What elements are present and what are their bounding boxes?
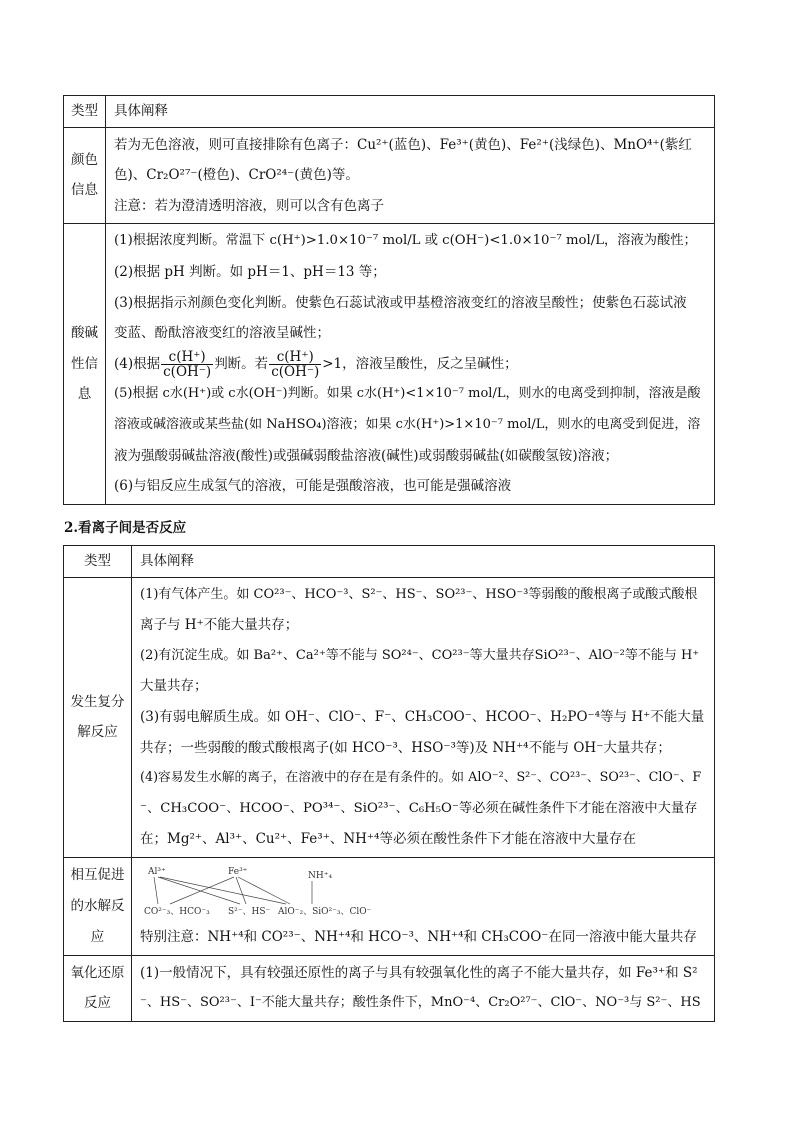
fraction-suffix: >1，溶液呈酸性，反之呈碱性； <box>322 355 518 372</box>
hydrolysis-diagram-svg <box>140 860 390 922</box>
text-line: (1)有气体产生。如 CO²³⁻、HCO⁻³、S²⁻、HS⁻、SO²³⁻、HSO⁻³等弱酸的酸根离子或酸式酸根 <box>140 586 698 602</box>
table-header-row <box>64 96 715 128</box>
table-ion-info <box>63 95 715 505</box>
text-line: (3)有弱电解质生成。如 OH⁻、ClO⁻、F⁻、CH₃COO⁻、HCOO⁻、H₂PO⁻⁴等与 H⁺不能大量 <box>140 708 705 725</box>
section-title: 2.看离子间是否反应 <box>64 520 187 536</box>
diagram-top-ion: Fe³⁺ <box>228 866 248 877</box>
table-row <box>64 127 715 224</box>
diagram-top-ion: NH⁺₄ <box>308 870 333 881</box>
text-line: 共存；一些弱酸的酸式酸根离子(如 HCO⁻³、HSO⁻³等)及 NH⁺⁴不能与 OH⁻大量共存； <box>140 739 671 756</box>
text-line: 离子与 H⁺不能大量共存； <box>140 617 299 634</box>
row-type-metathesis: 发生复分解反应 <box>64 577 132 857</box>
fraction <box>161 350 213 379</box>
text-line: (6)与铝反应生成氢气的溶液，可能是强酸溶液，也可能是强碱溶液 <box>114 478 512 495</box>
text-line: 特别注意：NH⁺⁴和 CO²³⁻、NH⁺⁴和 HCO⁻³、NH⁺⁴和 CH₃COO⁻在同一溶液中能大量共存 <box>140 928 697 945</box>
fraction-denominator: c(OH⁻) <box>271 363 320 380</box>
fraction <box>269 350 321 379</box>
text-line: (1)根据浓度判断。常温下 c(H⁺)>1.0×10⁻⁷ mol/L 或 c(OH⁻)<1.0×10⁻⁷ mol/L，溶液为酸性； <box>114 233 697 249</box>
diagram-links <box>154 877 312 904</box>
diagram-bottom-ions: AlO⁻₂、SiO²⁻₃、ClO⁻ <box>278 906 372 917</box>
header-detail: 具体阐释 <box>106 96 715 128</box>
table-row <box>64 857 715 955</box>
row-type-color: 颜色信息 <box>64 127 106 224</box>
header-detail: 具体阐释 <box>132 546 715 578</box>
text-line: 液为强酸弱碱盐溶液(酸性)或强碱弱酸盐溶液(碱性)或弱酸弱碱盐(如碳酸氢铵)溶液； <box>114 447 619 464</box>
row-detail-redox <box>132 955 715 1021</box>
table-header-row <box>64 546 715 578</box>
fraction-numerator: c(H⁺) <box>161 350 213 365</box>
header-type: 类型 <box>64 546 132 578</box>
text-line: ⁻、CH₃COO⁻、HCOO⁻、PO³⁴⁻、SiO²³⁻、C₆H₅O⁻等必须在碱性条件下才能在溶液中大量存 <box>140 800 698 816</box>
text-line: (2)有沉淀生成。如 Ba²⁺、Ca²⁺等不能与 SO²⁴⁻、CO²³⁻等大量共存SiO²³⁻、AlO⁻²等不能与 H⁺ <box>140 647 700 663</box>
text-line: 若为无色溶液，则可直接排除有色离子：Cu²⁺(蓝色)、Fe³⁺(黄色)、Fe²⁺(浅绿色)、MnO⁴⁺(紫红 <box>114 136 692 153</box>
text-line: (4)容易发生水解的离子，在溶液中的存在是有条件的。如 AlO⁻²、S²⁻、CO²³⁻、SO²³⁻、ClO⁻、F <box>140 770 702 786</box>
fraction-mid: 判断。若 <box>214 355 269 372</box>
row-detail-color <box>106 127 715 224</box>
row-type-hydrolysis: 相互促进的水解反应 <box>64 857 132 955</box>
header-type: 类型 <box>64 96 106 128</box>
text-line: 变蓝、酚酞溶液变红的溶液呈碱性； <box>114 325 330 342</box>
text-line: ⁻、HS⁻、SO²³⁻、I⁻不能大量共存；酸性条件下，MnO⁻⁴、Cr₂O²⁷⁻、ClO⁻、NO⁻³与 S²⁻、HS <box>140 995 701 1011</box>
text-line: (1)一般情况下，具有较强还原性的离子与具有较强氧化性的离子不能大量共存，如 Fe³⁺和 S² <box>140 964 698 981</box>
fraction-prefix: (4)根据 <box>114 355 161 372</box>
diagram-top-ion: Al³⁺ <box>148 866 166 877</box>
table-row <box>64 577 715 857</box>
text-line: (5)根据 c水(H⁺)或 c水(OH⁻)判断。如果 c水(H⁺)<1×10⁻⁷ mol/L，则水的电离受到抑制，溶液是酸 <box>114 386 701 402</box>
row-detail-acidity <box>106 224 715 504</box>
text-line: 溶液或碱溶液或某些盐(如 NaHSO₄)溶液；如果 c水(H⁺)>1×10⁻⁷ mol/L，则水的电离受到促进，溶 <box>114 416 701 432</box>
fraction-denominator: c(OH⁻) <box>163 363 212 380</box>
table-row <box>64 224 715 504</box>
fraction-numerator: c(H⁺) <box>269 350 321 365</box>
row-detail-metathesis <box>132 577 715 857</box>
row-detail-hydrolysis <box>132 857 715 955</box>
text-line: 大量共存； <box>140 678 208 695</box>
table-ion-reaction <box>63 545 715 1022</box>
diagram-bottom-ions: S²⁻、HS⁻ <box>228 906 271 917</box>
table-row <box>64 955 715 1021</box>
fraction-line <box>114 349 706 380</box>
hydrolysis-diagram <box>140 860 706 922</box>
diagram-bottom-ions: CO²⁻₃、HCO⁻₃ <box>144 906 210 917</box>
text-line: 色)、Cr₂O²⁷⁻(橙色)、CrO²⁴⁻(黄色)等。 <box>114 167 359 184</box>
text-line: (3)根据指示剂颜色变化判断。使紫色石蕊试液或甲基橙溶液变红的溶液呈酸性；使紫色石蕊试液 <box>114 294 687 311</box>
text-line: 注意：若为澄清透明溶液，则可以含有色离子 <box>114 197 384 214</box>
text-line: 在；Mg²⁺、Al³⁺、Cu²⁺、Fe³⁺、NH⁺⁴等必须在酸性条件下才能在溶液中大量存在 <box>140 831 636 848</box>
text-line: (2)根据 pH 判断。如 pH＝1、pH＝13 等； <box>114 263 386 280</box>
row-type-redox: 氧化还原反应 <box>64 955 132 1021</box>
row-type-acidity: 酸碱性信息 <box>64 224 106 504</box>
